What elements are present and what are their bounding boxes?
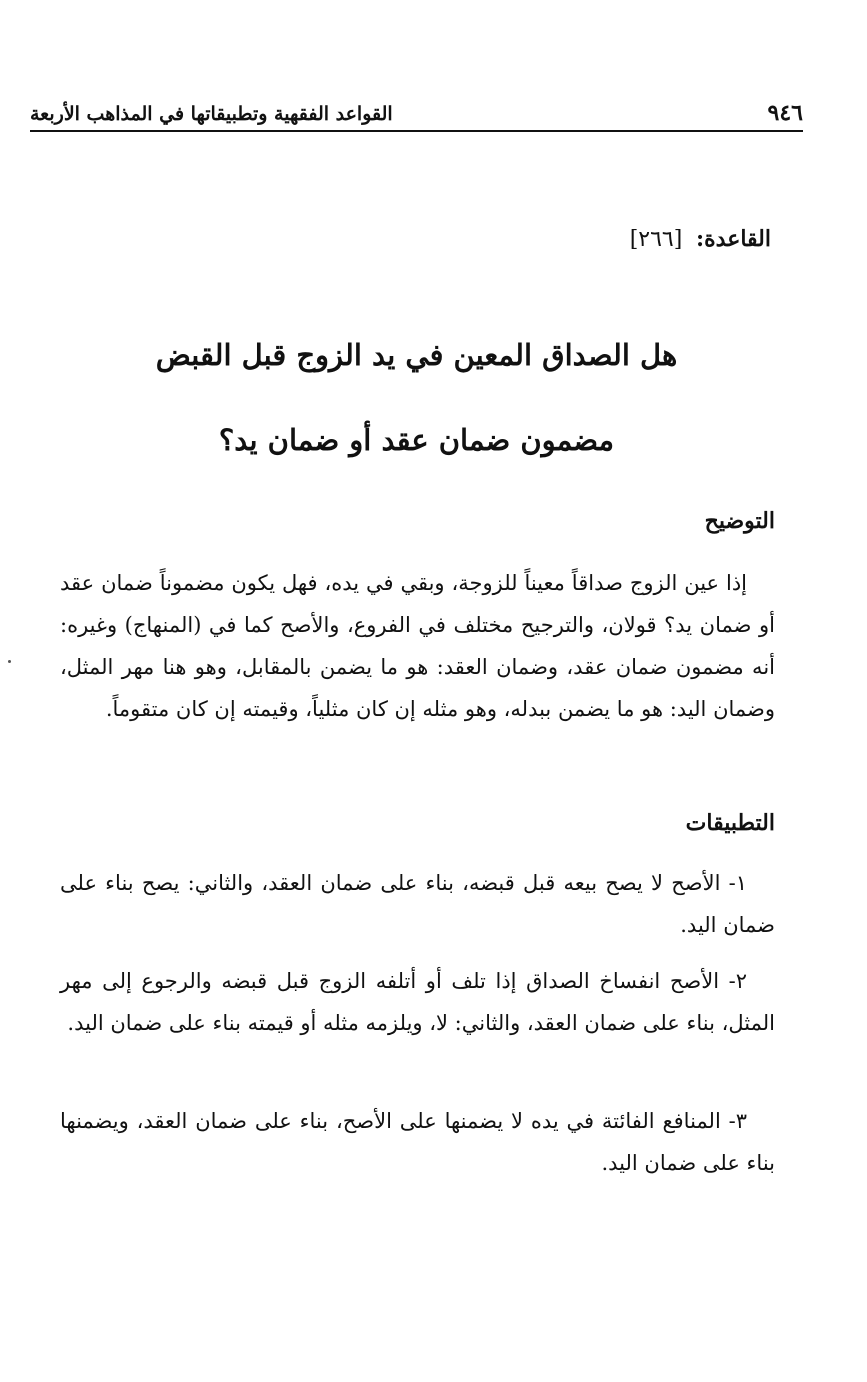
application-text-2: ٢- الأصح انفساخ الصداق إذا تلف أو أتلفه الزوج قبل قبضه والرجوع إلى مهر المثل، بناء على ضمان العقد، والثاني: لا، ويلزمه مثله أو قيمته بناء على ضمان اليد. (60, 969, 775, 1035)
rule-label: القاعدة: (696, 226, 771, 252)
application-item-1 (60, 862, 775, 946)
explanation-paragraph (60, 562, 775, 730)
applications-heading: التطبيقات (685, 810, 775, 836)
rule-title-line-1: هل الصداق المعين في يد الزوج قبل القبض (155, 338, 678, 372)
page-number: ٩٤٦ (767, 100, 803, 126)
rule-title-line-2: مضمون ضمان عقد أو ضمان يد؟ (218, 423, 615, 457)
running-title: القواعد الفقهية وتطبيقاتها في المذاهب الأربعة (30, 103, 393, 125)
rule-number: [٢٦٦] (629, 227, 683, 252)
explanation-text: إذا عين الزوج صداقاً معيناً للزوجة، وبقي في يده، فهل يكون مضموناً ضمان عقد أو ضمان يد؟ قولان، والترجيح مختلف في الفروع، والأصح كما في (المنهاج) وغيره: أنه مضمون ضمان عقد، وضمان العقد: هو ما يضمن بالمقابل، وهو هنا مهر المثل، وضمان اليد: هو ما يضمن ببدله، وهو مثله إن كان مثلياً، وقيمته إن كان متقوماً. (60, 571, 775, 721)
margin-mark (8, 660, 11, 663)
running-header (30, 96, 803, 132)
explanation-heading: التوضيح (704, 508, 775, 534)
rule-reference (630, 226, 771, 252)
application-item-2 (60, 960, 775, 1044)
application-text-1: ١- الأصح لا يصح بيعه قبل قبضه، بناء على ضمان العقد، والثاني: يصح بناء على ضمان اليد. (60, 871, 775, 937)
application-text-3: ٣- المنافع الفائتة في يده لا يضمنها على الأصح، بناء على ضمان العقد، ويضمنها بناء على ضمان اليد. (60, 1109, 775, 1175)
application-item-3 (60, 1100, 775, 1184)
